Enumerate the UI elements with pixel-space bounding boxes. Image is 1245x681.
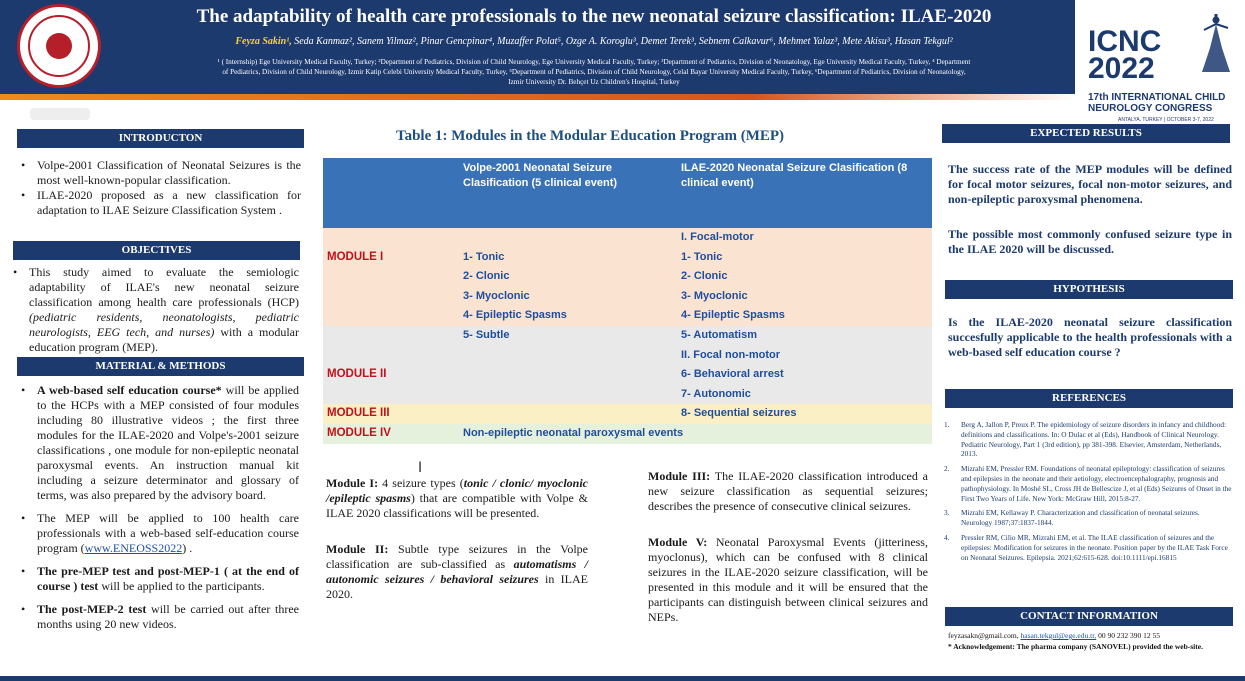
ilae-cell: 5- Automatism [681, 329, 757, 341]
ilae-cell: 4- Epileptic Spasms [681, 309, 785, 322]
table-row [323, 248, 932, 269]
table-header-volpe: Volpe-2001 Neonatal Seizure Clasification (5 clinical event) [463, 162, 618, 189]
ilae-cell: II. Focal non-motor [681, 348, 780, 361]
poster-title: The adaptability of health care professionals to the new neonatal seizure classification: ILAE-2020 [196, 6, 992, 27]
list-item: • ILAE-2020 proposed as a new classification for adaptation to ILAE Seizure Classification System . [17, 188, 301, 218]
volpe-cell: 4- Epileptic Spasms [463, 309, 567, 322]
list-item: • This study aimed to evaluate the semiologic adaptability of ILAE's new neonatal seizure classification among health care professionals (HCP) (pediatric residents, neonatologists, pediatric neurologists, EEG tech, and nurses) with a modular education program (MEP). [9, 265, 299, 355]
module-3-description: Module III: The ILAE-2020 classification introduced a new seizure classification as sequential seizures; describes the presence of consecutive clinical seizures. [648, 469, 928, 513]
list-item: • The post-MEP-2 test will be carried out after three months using 20 new videos. [17, 602, 299, 632]
table-row [323, 267, 932, 288]
affiliation-line: of Pediatrics, Division of Child Neurology, Izmir Katip Celebi University Medical Faculty, Turkey, ⁵Department of Pediatrics, Division of Child Neurology, Celal Bayar University Medical Faculty, Turkey, ⁶Department of Pediatrics, Division of Neonatology, [222, 68, 966, 76]
contact-phone: 00 90 232 390 12 55 [1096, 631, 1161, 640]
volpe-cell: 2- Clonic [463, 270, 510, 283]
volpe-cell: 5- Subtle [463, 329, 510, 341]
list-item: • The pre-MEP test and post-MEP-1 ( at the end of course ) test will be applied to the participants. [17, 564, 299, 594]
module-label: MODULE II [327, 368, 387, 381]
acknowledgement-text: (SANOVEL) provided the web-site. [1087, 642, 1203, 651]
ilae-cell: 6- Behavioral arrest [681, 368, 784, 381]
objectives-section [9, 265, 299, 355]
expected-results-p1: The success rate of the MEP modules will be defined for focal motor seizures, focal non-motor seizures, and non-epileptic paroxysmal phenomena. [948, 162, 1232, 206]
first-author: Feyza Sakin¹, [235, 36, 292, 47]
hypothesis-heading: HYPOTHESIS [945, 280, 1233, 299]
affiliation-line: Izmir University Dr. Behçet Uz Children's Hospital, Turkey [508, 78, 680, 86]
module-label: MODULE IV [327, 427, 391, 439]
table-row [323, 326, 932, 347]
conference-place: ANTALYA, TURKEY | OCTOBER 3-7, 2022 [1118, 117, 1214, 123]
reference-item: 1. Berg A, Jallon P, Preux P. The epidemiology of seizure disorders in infancy and childhood: definitions and classifications. In: O Dulac et al (Eds), Handbook of Clinical Neurology. Pediatric Neurology, Part 1 (3rd edition), pp 381-398. Elsevier, Amsterdam, Netherlands, 2013. [944, 420, 1227, 459]
logo-emblem [46, 33, 72, 59]
intro-section [17, 158, 301, 218]
conference-subtitle: 17th INTERNATIONAL CHILD NEUROLOGY CONGRESS [1088, 92, 1226, 114]
expected-results-heading: EXPECTED RESULTS [942, 124, 1230, 143]
table-header [323, 158, 932, 228]
list-item: • The MEP will be applied to 100 health care professionals with a web-based self-education course program (www.ENEOSS2022) . [17, 511, 299, 556]
module-5-description: Module V: Neonatal Paroxysmal Events (jitteriness, myoclonus), which can be confused with 8 clinical seizures in the ILAE-2020 seizure classification, will be presented in this module and it will be ensured that the participants can distinguish between clinical seizures and NEPs. [648, 535, 928, 624]
methods-section [17, 383, 299, 632]
table-title: Table 1: Modules in the Modular Education Program (MEP) [395, 128, 785, 144]
text-cursor-icon: I [418, 460, 423, 476]
table-row [323, 424, 932, 444]
affiliations [108, 57, 1080, 87]
module-label: MODULE III [327, 407, 390, 420]
module-label: MODULE I [327, 250, 384, 263]
references-heading: REFERENCES [945, 389, 1233, 408]
volpe-cell: 3- Myoclonic [463, 289, 530, 302]
reference-item: 4. Pressler RM, Cilio MR, Mizrahi EM, et al. The ILAE classification of seizures and the epilepsies: Modification for seizures in the neonate. Position paper by the ILAE Task Force on Neonatal Seizures. Epilepsia. 2021;62:615-628. doi:10.1111/epi.16815 [944, 532, 1228, 562]
footer-bar [0, 676, 1245, 681]
conference-name: ICNC 2022 [1088, 25, 1162, 85]
contact-info [948, 630, 1238, 652]
module-1-description: Module I: 4 seizure types (tonic / clonic/ myoclonic /epileptic spasms) that are compatible with Volpe & ILAE 2020 classifications will be presented. [326, 476, 588, 520]
blurred-text [30, 108, 90, 120]
table-row [323, 385, 932, 406]
contact-heading: CONTACT INFORMATION [945, 607, 1233, 626]
course-link[interactable]: www.ENEOSS2022 [84, 541, 183, 555]
methods-heading: MATERIAL & METHODS [17, 357, 304, 376]
hypothesis-text: Is the ILAE-2020 neonatal seizure classification succesfully applicable to the health professionals with a web-based self education course ? [948, 315, 1232, 359]
ilae-cell: 8- Sequential seizures [681, 407, 797, 420]
contact-email-link[interactable]: hasan.tekgul@ege.edu.tr, [1020, 631, 1097, 640]
expected-results-p2: The possible most commonly confused seizure type in the ILAE 2020 will be discussed. [948, 227, 1232, 256]
ilae-cell: 3- Myoclonic [681, 289, 748, 302]
table-row [323, 346, 932, 367]
ilae-cell: 7- Autonomic [681, 387, 751, 400]
ilae-cell: 2- Clonic [681, 270, 728, 283]
contact-email[interactable]: feyzasakn@gmail.com, [948, 631, 1019, 640]
ilae-cell: I. Focal-motor [681, 231, 754, 243]
conference-logo [1078, 0, 1245, 126]
objectives-heading: OBJECTIVES [13, 241, 300, 260]
list-item: • Volpe-2001 Classification of Neonatal Seizures is the most well-known-popular classification. [17, 158, 301, 188]
table-row [323, 404, 932, 425]
list-item: • A web-based self education course* will be applied to the HCPs with a MEP consisted of four modules including 80 illustrative videos ; the first three modules for the ILAE-2020 and Volpe's-2001 seizure classifications , one module for non-epileptic neonatal paroxysmal events. An instruction manual kit including a seizure determinator and glossary of terms, was also prepared by the advisory board. [17, 383, 299, 503]
intro-heading: INTRODUCTON [17, 129, 304, 148]
table-row [323, 287, 932, 308]
author-list [108, 36, 1080, 47]
acknowledgement-label: * Acknowledgement: The pharma company [948, 642, 1088, 651]
volpe-cell: Non-epileptic neonatal paroxysmal events [463, 427, 684, 439]
table-row [323, 306, 932, 327]
other-authors: Seda Kanmaz², Sanem Yilmaz², Pinar Gencpinar⁴, Muzaffer Polat⁵, Ozge A. Koroglu³, Demet Terek³, Sebnem Calkavur⁶, Mehmet Yalaz³, Mete Akisu³, Hasan Tekgul² [294, 36, 953, 47]
ilae-cell: 1- Tonic [681, 250, 723, 263]
header-accent-line [0, 94, 1075, 100]
reference-item: 2. Mizrahi EM, Pressler RM. Foundations of neonatal epileptology: classification of seizures and epilepsies in the neonate and their aetiology, electroencephalography, prognosis and pathophysiology. In Moshé SL, Cross JH de Bellescize J, et al (Eds) Seizures of Onset in the First Two Years of Life. New York: McGraw Hill, 2015:8-27. [944, 464, 1232, 503]
table-row [323, 365, 932, 386]
module-2-description: Module II: Subtle type seizures in the Volpe classification are sub-classified as automatisms / autonomic seizures / behavioral seizures in ILAE 2020. [326, 542, 589, 601]
volpe-cell: 1- Tonic [463, 250, 505, 263]
university-logo [17, 4, 101, 88]
reference-list [944, 420, 1232, 567]
dervish-icon [1198, 14, 1234, 74]
table-row [323, 228, 932, 249]
reference-item: 3. Mizrahi EM, Kellaway P. Characterization and classification of neonatal seizures. Neurology 1987;37:1837-1844. [944, 508, 1200, 528]
table-header-ilae: ILAE-2020 Neonatal Seizure Clasification (8 clinical event) [681, 162, 908, 189]
affiliation-line: ¹ ( Internship) Ege University Medical Faculty, Turkey; ²Department of Pediatrics, Division of Child Neurology, Ege University Medical Faculty, Turkey; ³Department of Pediatrics, Division of Neonatology, Ege University Medical Faculty, Turkey, ⁴ Department [217, 58, 971, 66]
